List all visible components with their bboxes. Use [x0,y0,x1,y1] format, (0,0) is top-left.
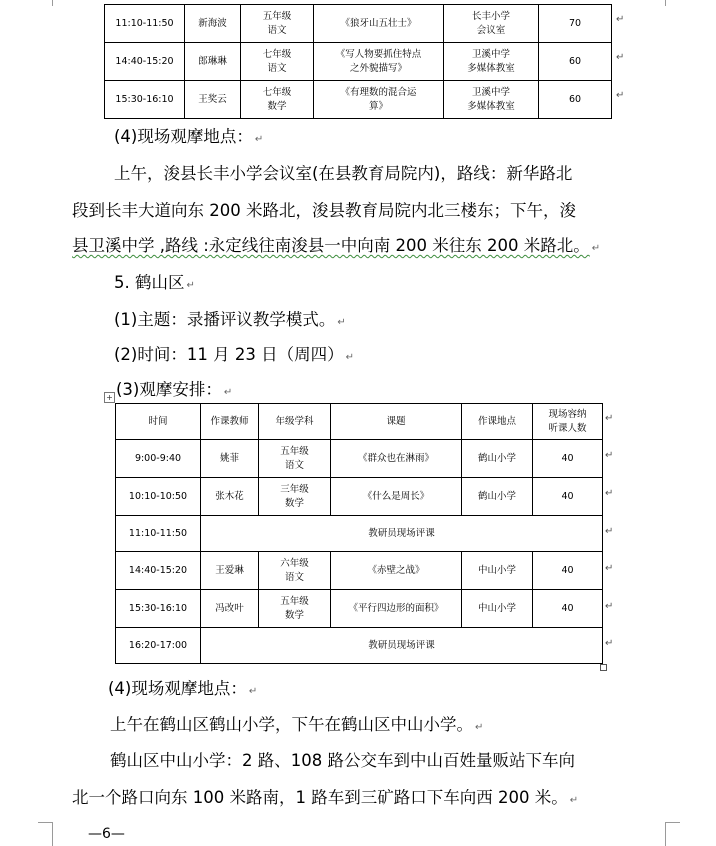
row-end-mark: ↵ [605,638,614,649]
row-end-mark: ↵ [616,52,625,63]
header-grade: 年级学科 [259,404,331,440]
schedule-table [115,403,603,664]
topic-cell: 《狼牙山五壮士》 [314,5,444,43]
time-cell: 14:40-15:20 [105,43,185,81]
time-cell: 11:10-11:50 [105,5,185,43]
table-row [116,516,603,552]
table-row [116,552,603,590]
review-cell: 教研员现场评课 [201,628,603,664]
place-cell: 鹤山小学 [462,478,533,516]
time-cell: 11:10-11:50 [116,516,201,552]
table-row [116,590,603,628]
time-cell: 10:10-10:50 [116,478,201,516]
grade-cell: 七年级 数学 [241,81,314,119]
table-move-handle-icon[interactable]: + [104,392,115,403]
crop-mark [38,822,52,823]
row-end-mark: ↵ [605,526,614,537]
schedule-table-continued [104,4,612,119]
header-teacher: 作课教师 [201,404,259,440]
time-cell: 14:40-15:20 [116,552,201,590]
topic-cell: 《有理数的混合运 算》 [314,81,444,119]
table-resize-handle[interactable] [600,664,607,671]
grade-cell: 五年级 语文 [241,5,314,43]
table-row [116,628,603,664]
time-cell: 9:00-9:40 [116,440,201,478]
count-cell: 40 [533,478,603,516]
table-row [105,43,612,81]
table-row [116,440,603,478]
crop-mark [52,0,53,6]
grade-cell: 五年级 数学 [259,590,331,628]
header-time: 时间 [116,404,201,440]
page-number: —6— [88,826,125,842]
teacher-cell: 冯改叶 [201,590,259,628]
place-cell: 鹤山小学 [462,440,533,478]
row-end-mark: ↵ [605,450,614,461]
place-cell: 长丰小学 会议室 [444,5,539,43]
time-cell: 16:20-17:00 [116,628,201,664]
crop-mark [665,822,666,846]
header-count: 现场容纳 听课人数 [533,404,603,440]
place-cell: 中山小学 [462,590,533,628]
grade-cell: 三年级 数学 [259,478,331,516]
topic-cell: 《什么是周长》 [331,478,462,516]
place-cell: 卫溪中学 多媒体教室 [444,43,539,81]
header-topic: 课题 [331,404,462,440]
header-place: 作课地点 [462,404,533,440]
row-end-mark: ↵ [605,601,614,612]
topic-cell: 《赤壁之战》 [331,552,462,590]
count-cell: 60 [539,81,612,119]
table-row [105,81,612,119]
document-page: 11:10-11:50 新海波 五年级 语文 《狼牙山五壮士》 长丰小学 会议室 70 14:40-15:20 郎琳琳 七年级 语文 《写人物要抓住特点 之外貌描写》 卫溪中学 多媒体教室 60 15:30-16:10 王奖云 七年级 数学 《有理数的混合运 算》 卫溪中学 多媒体教室 60 ↵ ↵ ↵ (4)现场观摩地点： ↵ 上午，浚县长丰小学会议室(在县教育局院内)，路线：新华路北 段到长丰大道向东 200 米路北，浚县教育局院内北三楼东；下午，浚 县卫溪中学 ,路线 :永定线往南浚县一中向南 200 米往东 200 米路北。 ↵ 5. 鹤山区 ↵ (1)主题：录播评议教学模式。 ↵ (2)时间：11 月 23 日（周四） ↵ (3)观摩安排： ↵ + 时间 作课教师 年级学科 课题 作课地点 现场容纳 听课人数 9:00-9:40 姚菲 五年级 语文 《群众也在淋雨》 鹤山小学 40 10:10-10:50 张木花 三年级 数学 《什么是周长》 鹤山小学 40 11:10-11:50 教研员现场评课 14:40-15:20 王爱琳 六年级 语文 《赤壁之战》 中山小学 40 15:30-16:10 冯改叶 五年级 数学 《平行四边形的面积》 中山小学 40 16:20-17:00 教研员现场评课 ↵ ↵ ↵ ↵ ↵ ↵ ↵ (4)现场观摩地点： ↵ 上午在鹤山区鹤山小学，下午在鹤山区中山小学。 ↵ 鹤山区中山小学：2 路、108 路公交车到中山百姓量贩站下车向 北一个路口向东 100 米路南，1 路车到三矿路口下车向西 200 米。 ↵ —6— [0,0,716,846]
crop-mark [665,0,666,6]
topic-cell: 《写人物要抓住特点 之外貌描写》 [314,43,444,81]
grade-cell: 六年级 语文 [259,552,331,590]
crop-mark [52,822,53,846]
topic-cell: 《群众也在淋雨》 [331,440,462,478]
count-cell: 40 [533,440,603,478]
row-end-mark: ↵ [616,14,625,25]
time-cell: 15:30-16:10 [105,81,185,119]
grade-cell: 五年级 语文 [259,440,331,478]
teacher-cell: 姚菲 [201,440,259,478]
row-end-mark: ↵ [605,563,614,574]
teacher-cell: 王爱琳 [201,552,259,590]
grade-cell: 七年级 语文 [241,43,314,81]
count-cell: 40 [533,590,603,628]
review-cell: 教研员现场评课 [201,516,603,552]
teacher-cell: 新海波 [185,5,241,43]
count-cell: 40 [533,552,603,590]
table-row [105,5,612,43]
table-row [116,478,603,516]
row-end-mark: ↵ [605,488,614,499]
table-header-row [116,404,603,440]
row-end-mark: ↵ [605,413,614,424]
row-end-mark: ↵ [616,90,625,101]
teacher-cell: 王奖云 [185,81,241,119]
teacher-cell: 张木花 [201,478,259,516]
count-cell: 60 [539,43,612,81]
teacher-cell: 郎琳琳 [185,43,241,81]
topic-cell: 《平行四边形的面积》 [331,590,462,628]
time-cell: 15:30-16:10 [116,590,201,628]
place-cell: 卫溪中学 多媒体教室 [444,81,539,119]
crop-mark [666,822,680,823]
count-cell: 70 [539,5,612,43]
place-cell: 中山小学 [462,552,533,590]
